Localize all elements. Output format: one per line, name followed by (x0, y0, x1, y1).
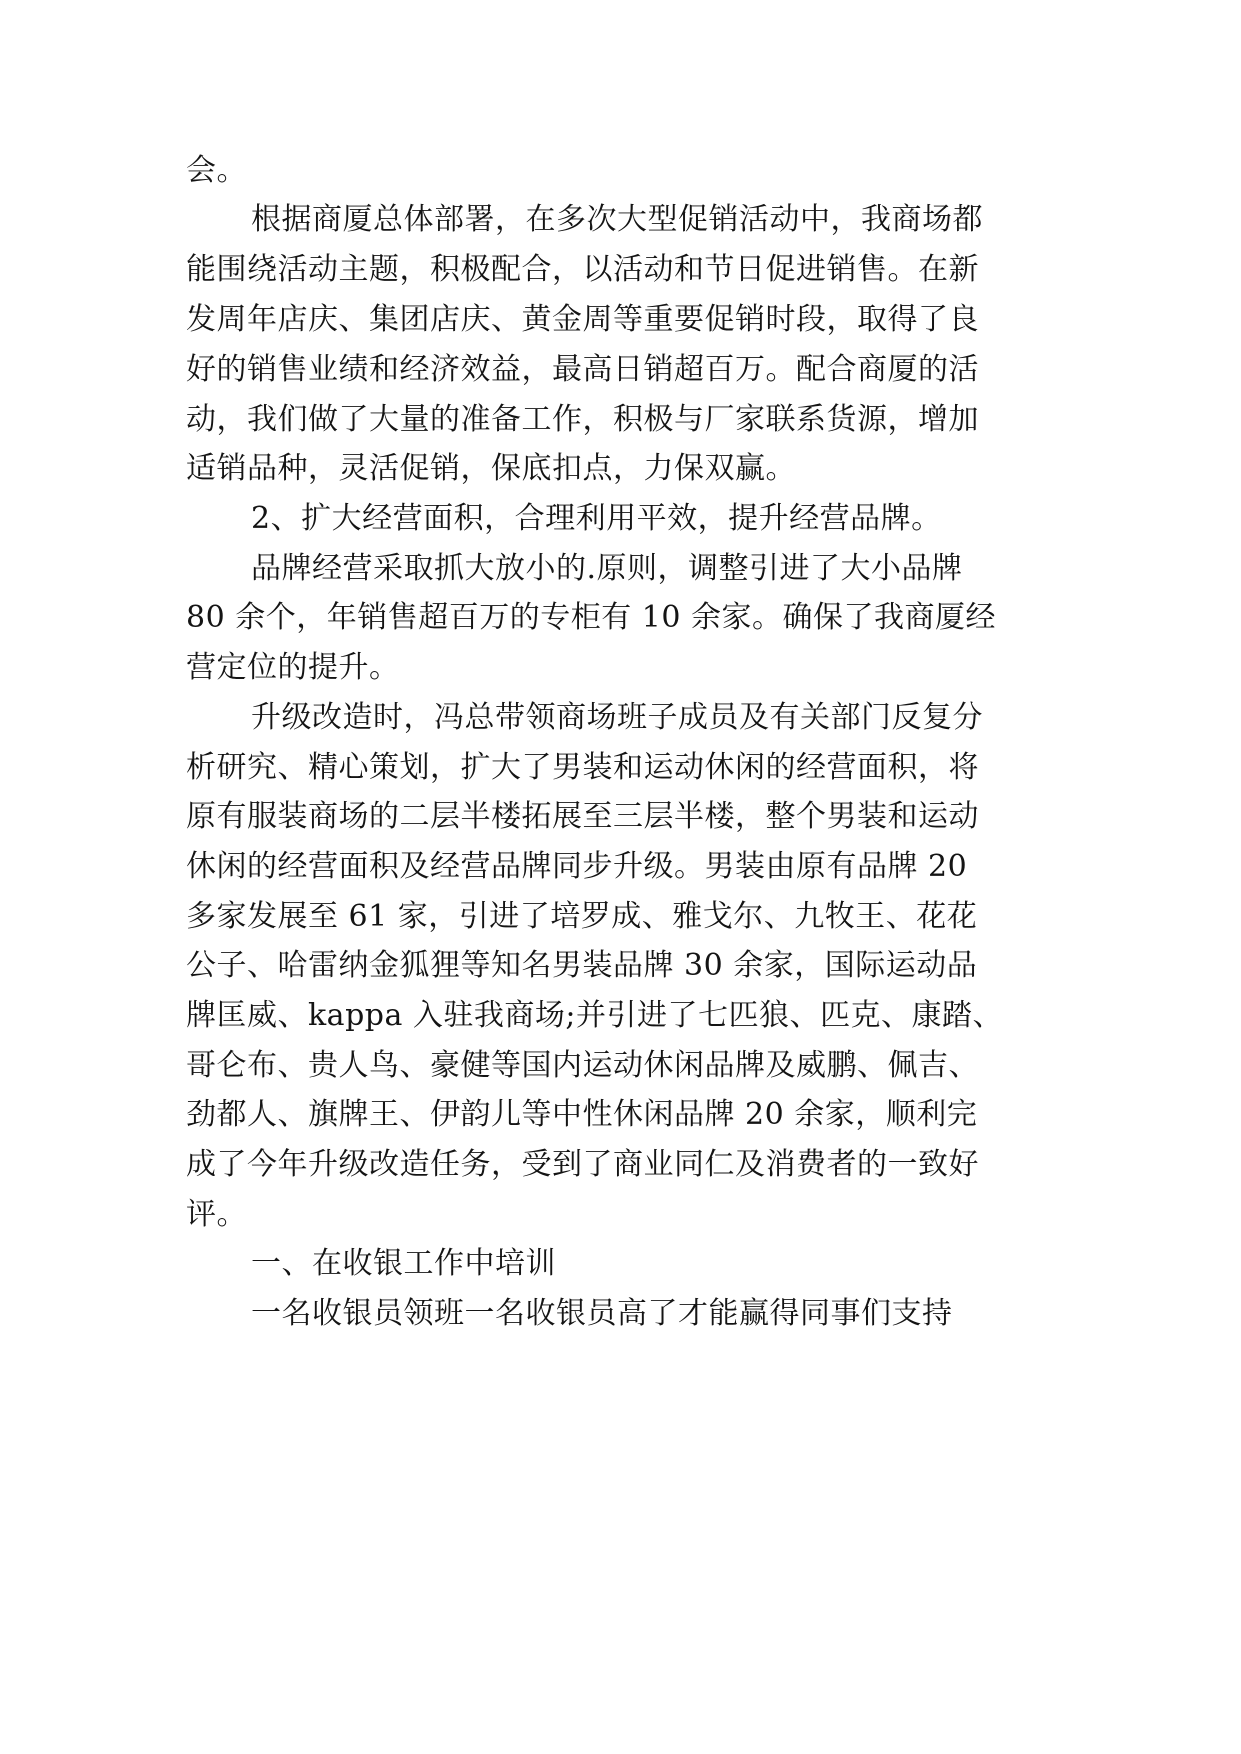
text-line: 动，我们做了大量的准备工作，积极与厂家联系货源，增加 (186, 402, 979, 437)
text-line: 营定位的提升。 (186, 650, 400, 685)
paragraph-first-line: 根据商厦总体部署，在多次大型促销活动中，我商场都 (251, 202, 983, 237)
text-line: 劲都人、旗牌王、伊韵儿等中性休闲品牌 20 余家，顺利完 (186, 1097, 978, 1132)
text-line: 好的销售业绩和经济效益，最高日销超百万。配合商厦的活 (186, 352, 979, 387)
section-heading: 2、扩大经营面积，合理利用平效，提升经营品牌。 (251, 501, 942, 536)
text-line: 能围绕活动主题，积极配合，以活动和节日促进销售。在新 (186, 252, 979, 287)
text-line: 哥仑布、贵人鸟、豪健等国内运动休闲品牌及威鹏、佩吉、 (186, 1048, 979, 1083)
text-line: 80 余个，年销售超百万的专柜有 10 余家。确保了我商厦经 (186, 600, 996, 635)
text-line: 牌匡威、kappa 入驻我商场;并引进了七匹狼、匹克、康踏、 (186, 998, 1004, 1033)
paragraph-first-line: 品牌经营采取抓大放小的.原则，调整引进了大小品牌 (251, 551, 963, 586)
text-line: 多家发展至 61 家，引进了培罗成、雅戈尔、九牧王、花花 (186, 899, 978, 934)
text-line: 成了今年升级改造任务，受到了商业同仁及消费者的一致好 (186, 1147, 979, 1182)
text-line: 公子、哈雷纳金狐狸等知名男装品牌 30 余家，国际运动品 (186, 948, 978, 983)
text-line: 会。 (186, 153, 247, 188)
paragraph-first-line: 升级改造时，冯总带领商场班子成员及有关部门反复分 (251, 700, 983, 735)
text-line: 适销品种，灵活促销，保底扣点，力保双赢。 (186, 451, 796, 486)
section-heading: 一、在收银工作中培训 (251, 1246, 556, 1281)
paragraph-first-line: 一名收银员领班一名收银员高了才能赢得同事们支持 (251, 1296, 953, 1331)
text-line: 休闲的经营面积及经营品牌同步升级。男装由原有品牌 20 (186, 849, 968, 884)
text-line: 发周年店庆、集团店庆、黄金周等重要促销时段，取得了良 (186, 302, 979, 337)
text-line: 原有服装商场的二层半楼拓展至三层半楼，整个男装和运动 (186, 799, 979, 834)
text-line: 评。 (186, 1197, 247, 1232)
text-line: 析研究、精心策划，扩大了男装和运动休闲的经营面积，将 (186, 750, 979, 785)
